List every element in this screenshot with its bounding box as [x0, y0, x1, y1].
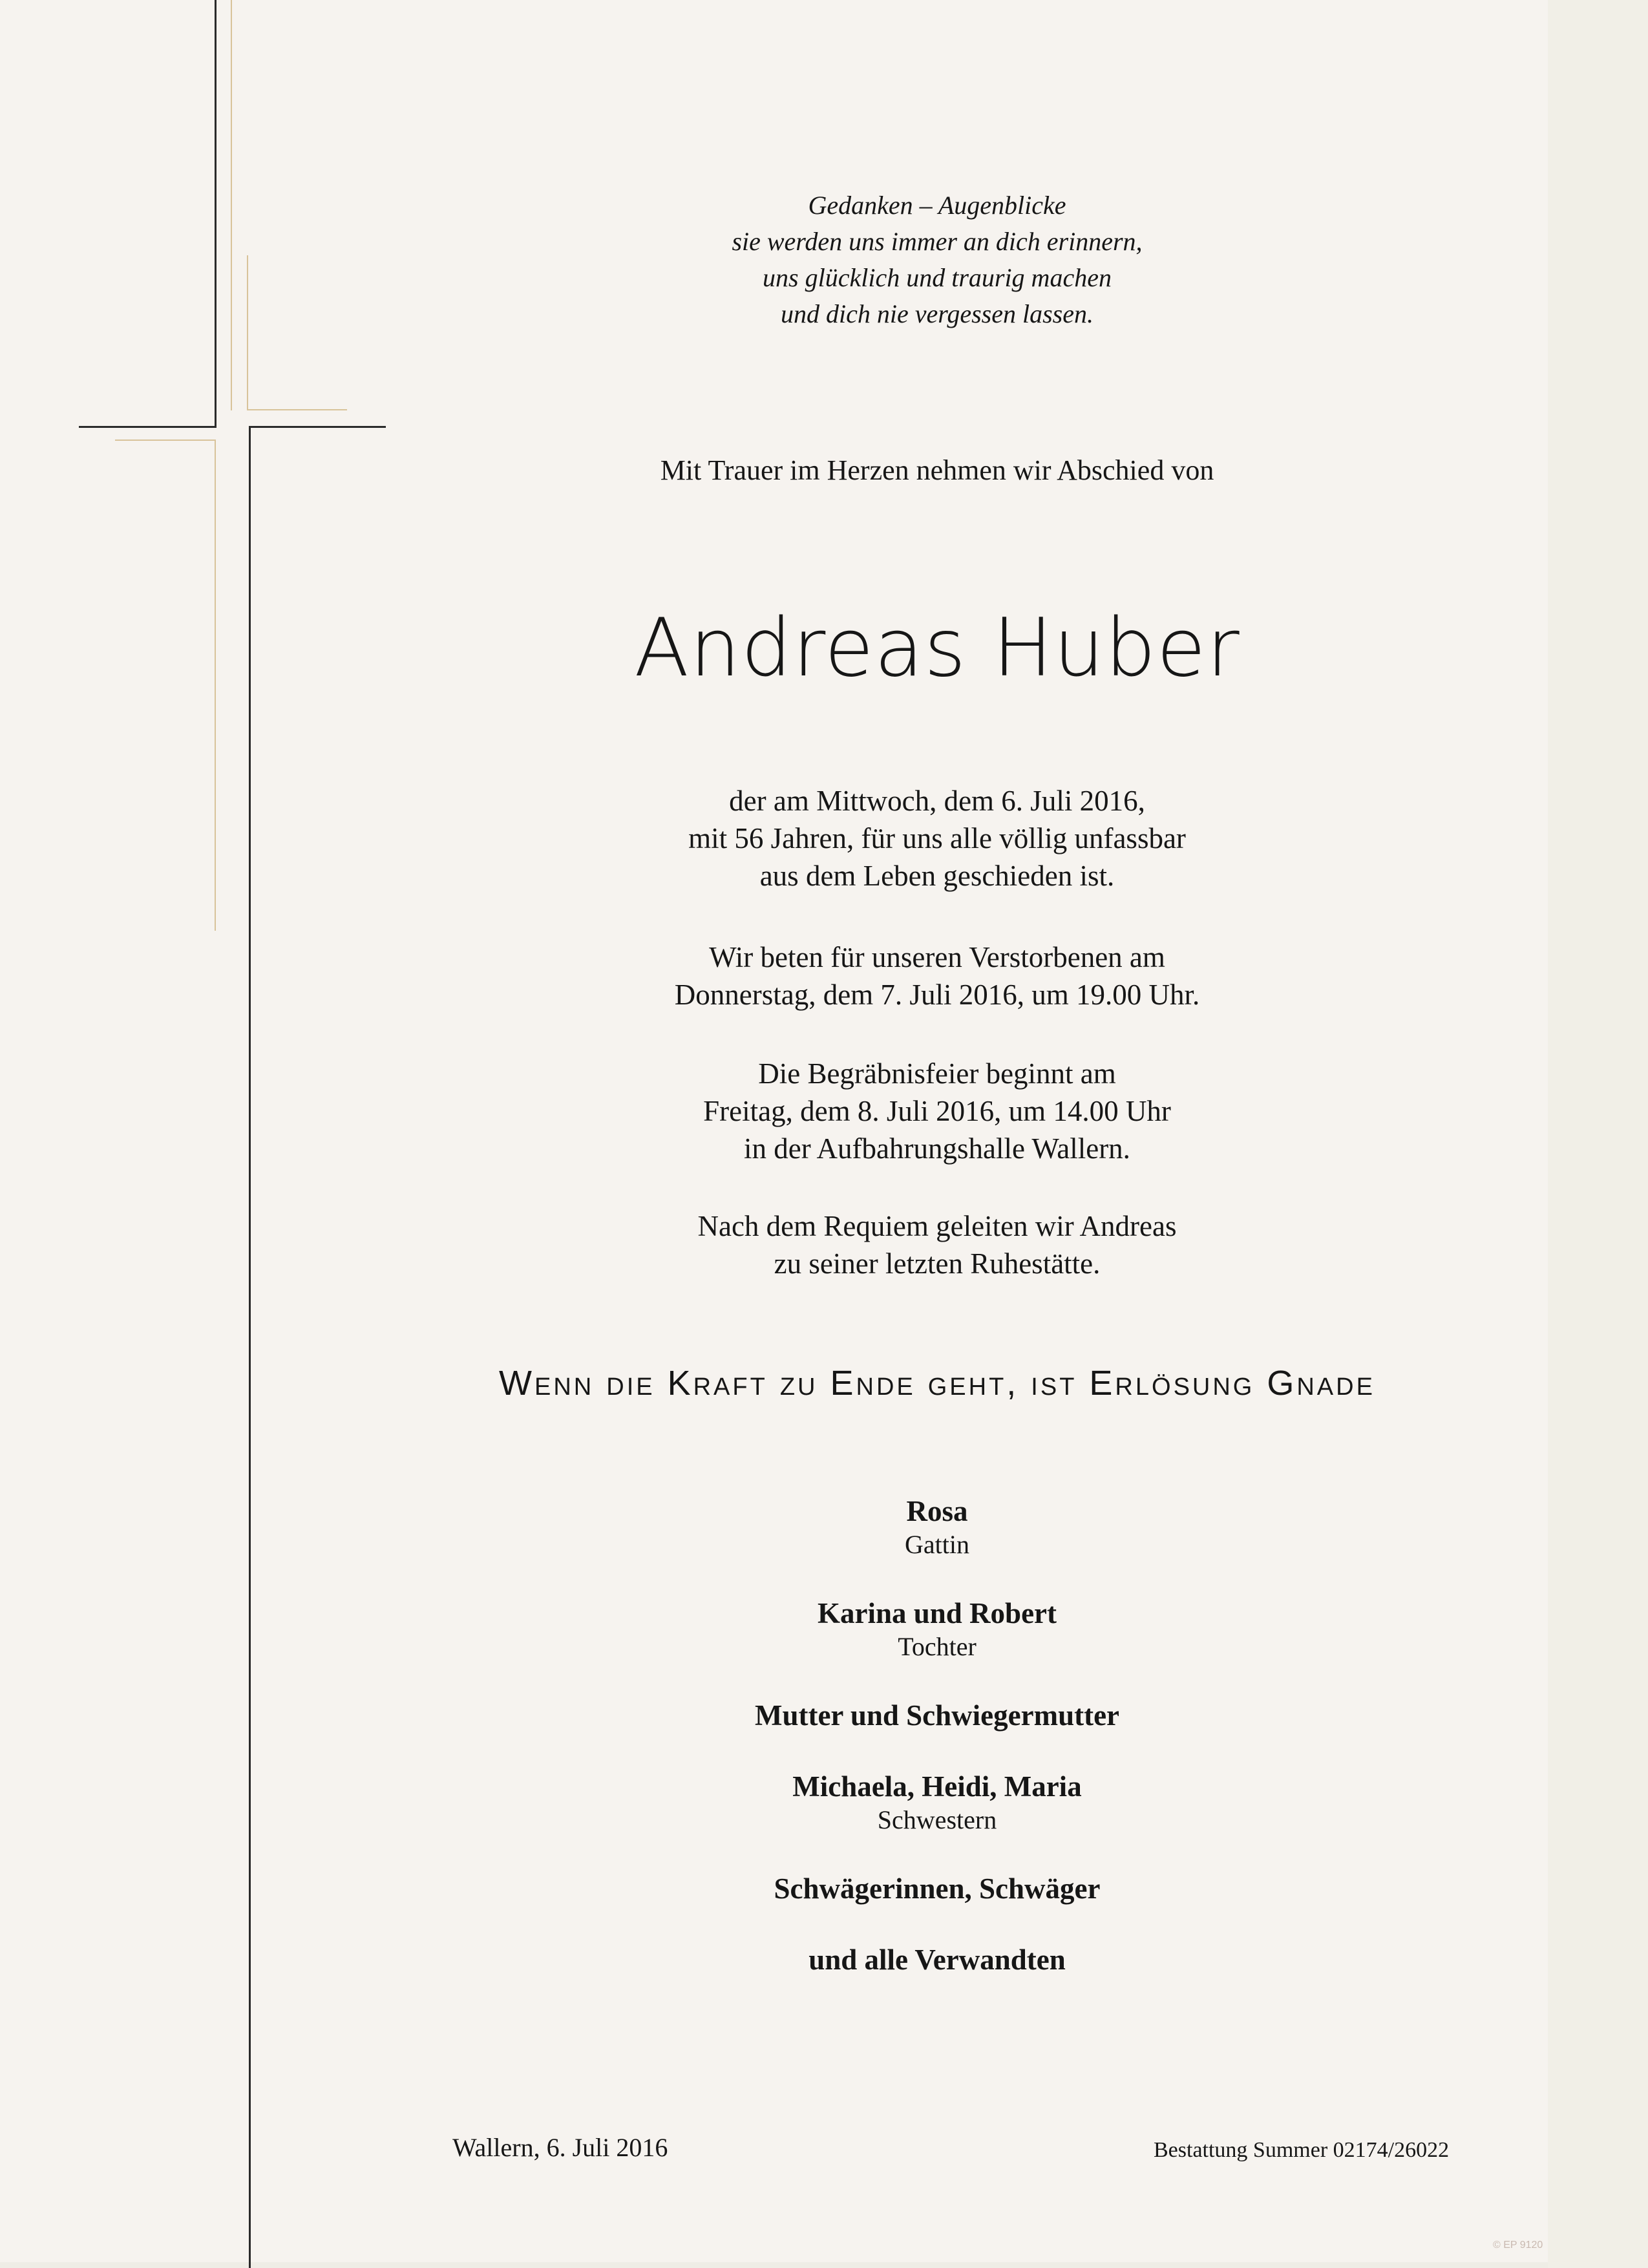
undertaker-info: Bestattung Summer 02174/26022: [1154, 2138, 1450, 2162]
funeral-paragraph: [388, 1055, 1486, 1167]
paragraph-line: Wir beten für unseren Verstorbenen am: [709, 941, 1165, 973]
deceased-name: Andreas Huber: [634, 602, 1240, 695]
paragraph-line: in der Aufbahrungshalle Wallern.: [744, 1132, 1130, 1165]
mourner-entry: [388, 1697, 1486, 1733]
mourner-name: Michaela, Heidi, Maria: [792, 1770, 1082, 1803]
paragraph-line: Nach dem Requiem geleiten wir Andreas: [697, 1210, 1177, 1242]
motto: Wenn die Kraft zu Ende geht, ist Erlösung Gnade: [499, 1364, 1375, 1403]
mourner-entry: [388, 1942, 1486, 1978]
mourner-entry: [388, 1493, 1486, 1560]
mourner-entry: [388, 1871, 1486, 1907]
mourner-relation: Tochter: [898, 1632, 977, 1661]
paragraph-line: mit 56 Jahren, für uns alle völlig unfassbar: [688, 822, 1186, 854]
mourner-relation: Gattin: [905, 1530, 969, 1559]
mourners-list: [388, 1493, 1486, 2013]
place-date: Wallern, 6. Juli 2016: [452, 2133, 668, 2162]
poem-line: uns glücklich und traurig machen: [763, 263, 1112, 292]
mourner-entry: [388, 1595, 1486, 1662]
poem-line: Gedanken – Augenblicke: [808, 191, 1066, 220]
mourner-name: Mutter und Schwiegermutter: [754, 1699, 1120, 1732]
mourner-name: Karina und Robert: [817, 1597, 1057, 1629]
mourner-name: Schwägerinnen, Schwäger: [774, 1872, 1101, 1905]
intro-text: Mit Trauer im Herzen nehmen wir Abschied von: [660, 454, 1214, 486]
mourner-entry: [388, 1768, 1486, 1836]
paragraph-line: zu seiner letzten Ruhestätte.: [774, 1247, 1101, 1280]
mourner-name: und alle Verwandten: [808, 1944, 1066, 1976]
paragraph-line: Freitag, dem 8. Juli 2016, um 14.00 Uhr: [703, 1095, 1171, 1127]
paragraph-line: aus dem Leben geschieden ist.: [759, 860, 1115, 892]
mourner-relation: Schwestern: [877, 1805, 997, 1834]
death-paragraph: [388, 782, 1486, 895]
paper-edge: [1548, 0, 1648, 2268]
poem-line: sie werden uns immer an dich erinnern,: [732, 227, 1143, 256]
print-code: © EP 9120: [1493, 2240, 1543, 2251]
mourner-name: Rosa: [906, 1495, 968, 1527]
paragraph-line: der am Mittwoch, dem 6. Juli 2016,: [729, 785, 1145, 817]
paragraph-line: Donnerstag, dem 7. Juli 2016, um 19.00 Uhr.: [674, 979, 1200, 1011]
paragraph-line: Die Begräbnisfeier beginnt am: [758, 1057, 1116, 1090]
memorial-poem: [388, 187, 1486, 332]
prayer-paragraph: [388, 938, 1486, 1013]
requiem-paragraph: [388, 1207, 1486, 1282]
poem-line: und dich nie vergessen lassen.: [781, 299, 1093, 328]
